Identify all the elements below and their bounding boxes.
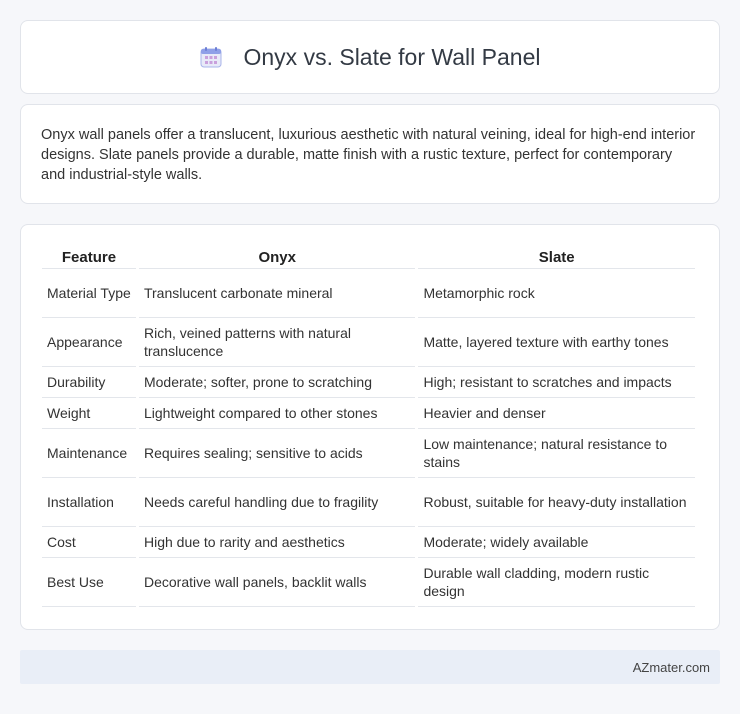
comparison-card: [20, 224, 720, 630]
slate-cell: Heavier and denser: [418, 398, 695, 429]
table-row: [42, 429, 695, 478]
table-row: [42, 318, 695, 367]
feature-cell: Cost: [42, 527, 136, 558]
table-row: [42, 527, 695, 558]
slate-cell: Metamorphic rock: [418, 269, 695, 318]
slate-cell: Moderate; widely available: [418, 527, 695, 558]
intro-card: [20, 104, 720, 204]
column-header-slate: Slate: [418, 247, 695, 269]
column-header-feature: Feature: [42, 247, 136, 269]
table-row: [42, 367, 695, 398]
page-title: Onyx vs. Slate for Wall Panel: [243, 43, 541, 70]
calendar-icon: [200, 46, 222, 68]
slate-cell: Matte, layered texture with earthy tones: [418, 318, 695, 367]
comparison-table: [39, 247, 698, 607]
feature-cell: Durability: [42, 367, 136, 398]
onyx-cell: Lightweight compared to other stones: [139, 398, 415, 429]
table-row: [42, 558, 695, 607]
table-row: [42, 398, 695, 429]
header-card: [20, 20, 720, 94]
feature-cell: Installation: [42, 478, 136, 527]
table-row: [42, 269, 695, 318]
onyx-cell: Needs careful handling due to fragility: [139, 478, 415, 527]
feature-cell: Appearance: [42, 318, 136, 367]
table-header-row: [42, 247, 695, 269]
feature-cell: Weight: [42, 398, 136, 429]
onyx-cell: Moderate; softer, prone to scratching: [139, 367, 415, 398]
onyx-cell: Decorative wall panels, backlit walls: [139, 558, 415, 607]
feature-cell: Material Type: [42, 269, 136, 318]
table-row: [42, 478, 695, 527]
feature-cell: Best Use: [42, 558, 136, 607]
onyx-cell: Rich, veined patterns with natural translucence: [139, 318, 415, 367]
feature-cell: Maintenance: [42, 429, 136, 478]
slate-cell: Durable wall cladding, modern rustic design: [418, 558, 695, 607]
onyx-cell: Requires sealing; sensitive to acids: [139, 429, 415, 478]
slate-cell: Robust, suitable for heavy-duty installation: [418, 478, 695, 527]
intro-text: Onyx wall panels offer a translucent, luxurious aesthetic with natural veining, ideal for high-end interior designs. Slate panels provide a durable, matte finish with a rustic texture, perfect for contemporary and industrial-style walls.: [41, 127, 696, 183]
slate-cell: High; resistant to scratches and impacts: [418, 367, 695, 398]
onyx-cell: High due to rarity and aesthetics: [139, 527, 415, 558]
footer-brand: AZmater.com: [632, 659, 710, 675]
column-header-onyx: Onyx: [139, 247, 415, 269]
slate-cell: Low maintenance; natural resistance to stains: [418, 429, 695, 478]
onyx-cell: Translucent carbonate mineral: [139, 269, 415, 318]
footer-bar: [20, 650, 720, 684]
